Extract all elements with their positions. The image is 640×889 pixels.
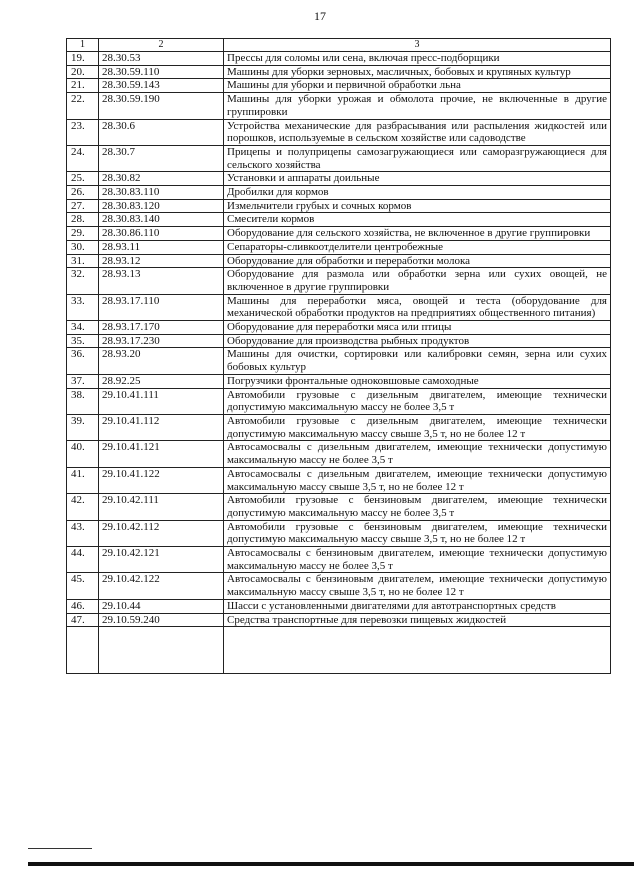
footer-rule-short: [28, 848, 92, 849]
okpd-code-cell: 28.30.83.140: [99, 213, 224, 227]
row-number-cell: 22.: [67, 93, 99, 119]
description-cell: Автосамосвалы с дизельным двигателем, имеющие технически допустимую максимальную массу свыше 3,5 т, но не более 12 т: [224, 467, 611, 493]
okpd-code-cell: 29.10.59.240: [99, 613, 224, 627]
row-number-cell: 33.: [67, 294, 99, 320]
empty-cell: [224, 627, 611, 674]
row-number-cell: 46.: [67, 599, 99, 613]
row-number-cell: 35.: [67, 334, 99, 348]
description-cell: Прицепы и полуприцепы самозагружающиеся или саморазгружающиеся для сельского хозяйства: [224, 145, 611, 171]
table-row: [67, 494, 611, 520]
table-row: [67, 227, 611, 241]
table-row: [67, 240, 611, 254]
row-number-cell: 28.: [67, 213, 99, 227]
description-cell: Оборудование для сельского хозяйства, не включенное в другие группировки: [224, 227, 611, 241]
okpd-code-cell: 28.93.17.170: [99, 321, 224, 335]
description-cell: Оборудование для обработки и переработки молока: [224, 254, 611, 268]
okpd-code-cell: 29.10.44: [99, 599, 224, 613]
table-row: [67, 348, 611, 374]
table-row: [67, 374, 611, 388]
row-number-cell: 30.: [67, 240, 99, 254]
row-number-cell: 43.: [67, 520, 99, 546]
table-row: [67, 520, 611, 546]
row-number-cell: 26.: [67, 186, 99, 200]
table-row: [67, 119, 611, 145]
description-cell: Автомобили грузовые с дизельным двигателем, имеющие технически допустимую максимальную массу свыше 3,5 т, но не более 12 т: [224, 414, 611, 440]
description-cell: Машины для очистки, сортировки или калибровки семян, зерна или сухих бобовых культур: [224, 348, 611, 374]
description-cell: Автомобили грузовые с дизельным двигателем, имеющие технически допустимую максимальную массу не более 3,5 т: [224, 388, 611, 414]
okpd-code-cell: 28.30.83.110: [99, 186, 224, 200]
description-cell: Прессы для соломы или сена, включая пресс-подборщики: [224, 52, 611, 66]
table-row: [67, 414, 611, 440]
description-cell: Установки и аппараты доильные: [224, 172, 611, 186]
description-cell: Шасси с установленными двигателями для автотранспортных средств: [224, 599, 611, 613]
row-number-cell: 39.: [67, 414, 99, 440]
description-cell: Смесители кормов: [224, 213, 611, 227]
description-cell: Автомобили грузовые с бензиновым двигателем, имеющие технически допустимую максимальную массу не более 3,5 т: [224, 494, 611, 520]
table-row: [67, 199, 611, 213]
okpd-code-cell: 28.93.13: [99, 268, 224, 294]
row-number-cell: 24.: [67, 145, 99, 171]
okpd-code-cell: 29.10.41.112: [99, 414, 224, 440]
table-empty-row: [67, 627, 611, 674]
table-row: [67, 93, 611, 119]
table-row: [67, 254, 611, 268]
description-cell: Оборудование для переработки мяса или птицы: [224, 321, 611, 335]
description-cell: Автомобили грузовые с бензиновым двигателем, имеющие технически допустимую максимальную массу свыше 3,5 т, но не более 12 т: [224, 520, 611, 546]
table-row: [67, 145, 611, 171]
okpd-code-cell: 28.30.86.110: [99, 227, 224, 241]
table-row: [67, 321, 611, 335]
okpd-code-cell: 29.10.41.121: [99, 441, 224, 467]
row-number-cell: 25.: [67, 172, 99, 186]
row-number-cell: 38.: [67, 388, 99, 414]
row-number-cell: 21.: [67, 79, 99, 93]
row-number-cell: 19.: [67, 52, 99, 66]
row-number-cell: 41.: [67, 467, 99, 493]
row-number-cell: 36.: [67, 348, 99, 374]
row-number-cell: 20.: [67, 65, 99, 79]
okpd-code-cell: 28.30.53: [99, 52, 224, 66]
row-number-cell: 23.: [67, 119, 99, 145]
table-row: [67, 613, 611, 627]
row-number-cell: 32.: [67, 268, 99, 294]
page-number: 17: [314, 9, 326, 23]
empty-cell: [99, 627, 224, 674]
description-cell: Оборудование для размола или обработки зерна или сухих овощей, не включенное в другие группировки: [224, 268, 611, 294]
okpd-code-cell: 28.30.59.143: [99, 79, 224, 93]
row-number-cell: 42.: [67, 494, 99, 520]
okpd-code-cell: 28.93.17.230: [99, 334, 224, 348]
table-row: [67, 213, 611, 227]
description-cell: Машины для уборки и первичной обработки льна: [224, 79, 611, 93]
row-number-cell: 31.: [67, 254, 99, 268]
okpd-code-cell: 29.10.42.111: [99, 494, 224, 520]
okpd-code-cell: 28.30.6: [99, 119, 224, 145]
okpd-code-cell: 28.93.11: [99, 240, 224, 254]
column-header-number: 1: [67, 39, 99, 52]
okpd-code-cell: 29.10.42.121: [99, 547, 224, 573]
row-number-cell: 44.: [67, 547, 99, 573]
table-row: [67, 441, 611, 467]
table-row: [67, 573, 611, 599]
table-row: [67, 294, 611, 320]
okpd-code-cell: 29.10.41.111: [99, 388, 224, 414]
okpd-code-cell: 28.30.59.190: [99, 93, 224, 119]
okpd-code-cell: 28.93.17.110: [99, 294, 224, 320]
okpd-code-cell: 28.30.7: [99, 145, 224, 171]
column-header-description: 3: [224, 39, 611, 52]
table-row: [67, 334, 611, 348]
okpd-code-cell: 29.10.42.112: [99, 520, 224, 546]
okpd-code-cell: 29.10.42.122: [99, 573, 224, 599]
description-cell: Погрузчики фронтальные одноковшовые самоходные: [224, 374, 611, 388]
okpd-code-cell: 28.30.83.120: [99, 199, 224, 213]
table-row: [67, 388, 611, 414]
document-table: [66, 38, 611, 674]
table-header-row: [67, 39, 611, 52]
description-cell: Дробилки для кормов: [224, 186, 611, 200]
table-row: [67, 65, 611, 79]
description-cell: Машины для переработки мяса, овощей и теста (оборудование для механической обработки продуктов на предприятиях общественного питания): [224, 294, 611, 320]
row-number-cell: 40.: [67, 441, 99, 467]
description-cell: Машины для уборки зерновых, масличных, бобовых и крупяных культур: [224, 65, 611, 79]
okpd-code-cell: 28.30.59.110: [99, 65, 224, 79]
description-cell: Средства транспортные для перевозки пищевых жидкостей: [224, 613, 611, 627]
row-number-cell: 47.: [67, 613, 99, 627]
table-row: [67, 79, 611, 93]
description-cell: Измельчители грубых и сочных кормов: [224, 199, 611, 213]
description-cell: Автосамосвалы с дизельным двигателем, имеющие технически допустимую максимальную массу не более 3,5 т: [224, 441, 611, 467]
row-number-cell: 29.: [67, 227, 99, 241]
okpd-code-cell: 28.93.20: [99, 348, 224, 374]
description-cell: Устройства механические для разбрасывания или распыления жидкостей или порошков, используемые в сельском хозяйстве или садоводстве: [224, 119, 611, 145]
description-cell: Машины для уборки урожая и обмолота прочие, не включенные в другие группировки: [224, 93, 611, 119]
table-row: [67, 599, 611, 613]
table-body: [67, 52, 611, 674]
footer-rule-long: [28, 862, 634, 866]
table-row: [67, 186, 611, 200]
row-number-cell: 37.: [67, 374, 99, 388]
table-row: [67, 172, 611, 186]
table-row: [67, 467, 611, 493]
description-cell: Автосамосвалы с бензиновым двигателем, имеющие технически допустимую максимальную массу свыше 3,5 т, но не более 12 т: [224, 573, 611, 599]
row-number-cell: 27.: [67, 199, 99, 213]
okpd-code-cell: 28.30.82: [99, 172, 224, 186]
okpd-code-cell: 28.93.12: [99, 254, 224, 268]
row-number-cell: 34.: [67, 321, 99, 335]
table-row: [67, 547, 611, 573]
column-header-code: 2: [99, 39, 224, 52]
row-number-cell: 45.: [67, 573, 99, 599]
okpd-code-cell: 28.92.25: [99, 374, 224, 388]
table-row: [67, 268, 611, 294]
table-row: [67, 52, 611, 66]
empty-cell: [67, 627, 99, 674]
okpd-code-cell: 29.10.41.122: [99, 467, 224, 493]
description-cell: Автосамосвалы с бензиновым двигателем, имеющие технически допустимую максимальную массу не более 3,5 т: [224, 547, 611, 573]
description-cell: Оборудование для производства рыбных продуктов: [224, 334, 611, 348]
description-cell: Сепараторы-сливкоотделители центробежные: [224, 240, 611, 254]
